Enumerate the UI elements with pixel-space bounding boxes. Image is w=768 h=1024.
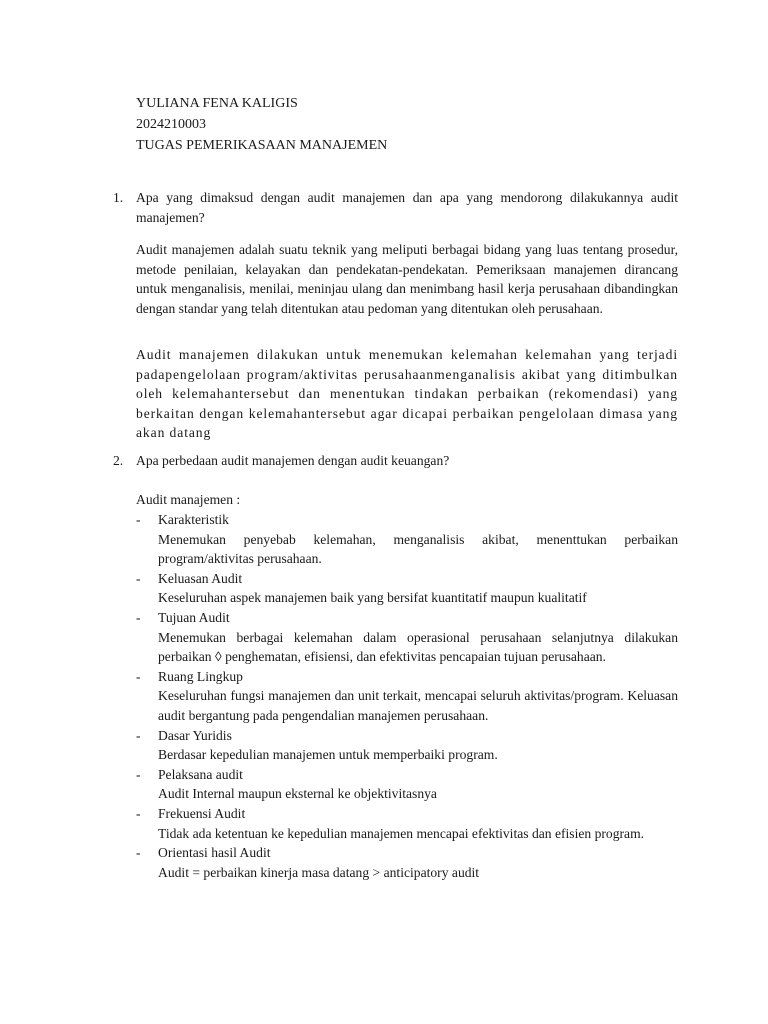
list-item [136, 765, 678, 804]
bullet-dash: - [136, 512, 141, 527]
question-1 [113, 188, 678, 227]
list-item [136, 569, 678, 608]
item-description: Berdasar kepedulian manajemen untuk memperbaiki program. [158, 747, 498, 763]
list-item [136, 726, 678, 765]
question-text: Apa perbedaan audit manajemen dengan audit keuangan? [136, 453, 450, 468]
audit-section-heading: Audit manajemen : [136, 492, 241, 507]
list-item [136, 608, 678, 667]
item-title: Pelaksana audit [158, 766, 243, 782]
item-description: Keseluruhan fungsi manajemen dan unit terkait, mencapai seluruh aktivitas/program. Keluasan audit bergantung pada pengendalian manajemen perusahaan. [158, 688, 678, 723]
student-id: 2024210003 [136, 117, 206, 132]
bullet-dash: - [136, 727, 141, 743]
bullet-dash: - [136, 609, 141, 625]
audit-item-list [136, 510, 678, 882]
question-2 [113, 451, 678, 471]
list-item [136, 804, 678, 843]
item-title: Keluasan Audit [158, 570, 243, 586]
list-item [136, 667, 678, 726]
bullet-dash: - [136, 668, 141, 684]
item-title: Dasar Yuridis [158, 727, 232, 743]
assignment-title: TUGAS PEMERIKASAAN MANAJEMEN [136, 138, 388, 153]
bullet-dash: - [136, 570, 141, 586]
bullet-dash: - [136, 845, 141, 861]
question-text: Apa yang dimaksud dengan audit manajemen dan apa yang mendorong dilakukannya audit manajemen? [136, 190, 678, 225]
list-item [136, 843, 678, 882]
item-description: Keseluruhan aspek manajemen baik yang bersifat kuantitatif maupun kualitatif [158, 590, 587, 606]
item-title: Tujuan Audit [158, 609, 230, 625]
item-title: Orientasi hasil Audit [158, 845, 271, 861]
item-description: Menemukan berbagai kelemahan dalam operasional perusahaan selanjutnya dilakukan perbaikan ◊ penghematan, efisiensi, dan efektivitas pencapaian tujuan perusahaan. [158, 629, 678, 665]
item-title: Frekuensi Audit [158, 805, 246, 821]
list-item [136, 510, 678, 569]
item-description: Menemukan penyebab kelemahan, menganalisis akibat, menenttukan perbaikan program/aktivitas perusahaan. [158, 531, 678, 567]
question-number: 2. [113, 453, 124, 468]
bullet-dash: - [136, 805, 141, 821]
item-title: Karakteristik [158, 512, 229, 527]
item-description: Audit = perbaikan kinerja masa datang > anticipatory audit [158, 864, 480, 880]
question-number: 1. [113, 190, 124, 205]
answer-paragraph-1: Audit manajemen adalah suatu teknik yang meliputi berbagai bidang yang luas tentang prosedur, metode penilaian, kelayakan dan pendekatan-pendekatan. Pemeriksaan manajemen dirancang untuk menganalisis, menilai, meninjau ulang dan menimbang hasil kerja perusahaan dibandingkan dengan standar yang telah ditentukan atau pedoman yang ditentukan oleh perusahaan. [136, 242, 678, 316]
document-header [136, 93, 387, 156]
bullet-dash: - [136, 766, 141, 782]
answer-paragraph-2: Audit manajemen dilakukan untuk menemukan kelemahan kelemahan yang terjadi padapengelolaan program/aktivitas perusahaanmenganalisis akibat yang ditimbulkan oleh kelemahantersebut dan menentukan tindakan perbaikan (rekomendasi) yang berkaitan dengan kelemahantersebut agar dicapai perbaikan pengelolaan dimasa yang akan datang [136, 347, 678, 441]
student-name: YULIANA FENA KALIGIS [136, 96, 298, 111]
item-title: Ruang Lingkup [158, 668, 243, 684]
item-description: Audit Internal maupun eksternal ke objektivitasnya [158, 786, 437, 802]
item-description: Tidak ada ketentuan ke kepedulian manajemen mencapai efektivitas dan efisien program. [158, 825, 645, 841]
